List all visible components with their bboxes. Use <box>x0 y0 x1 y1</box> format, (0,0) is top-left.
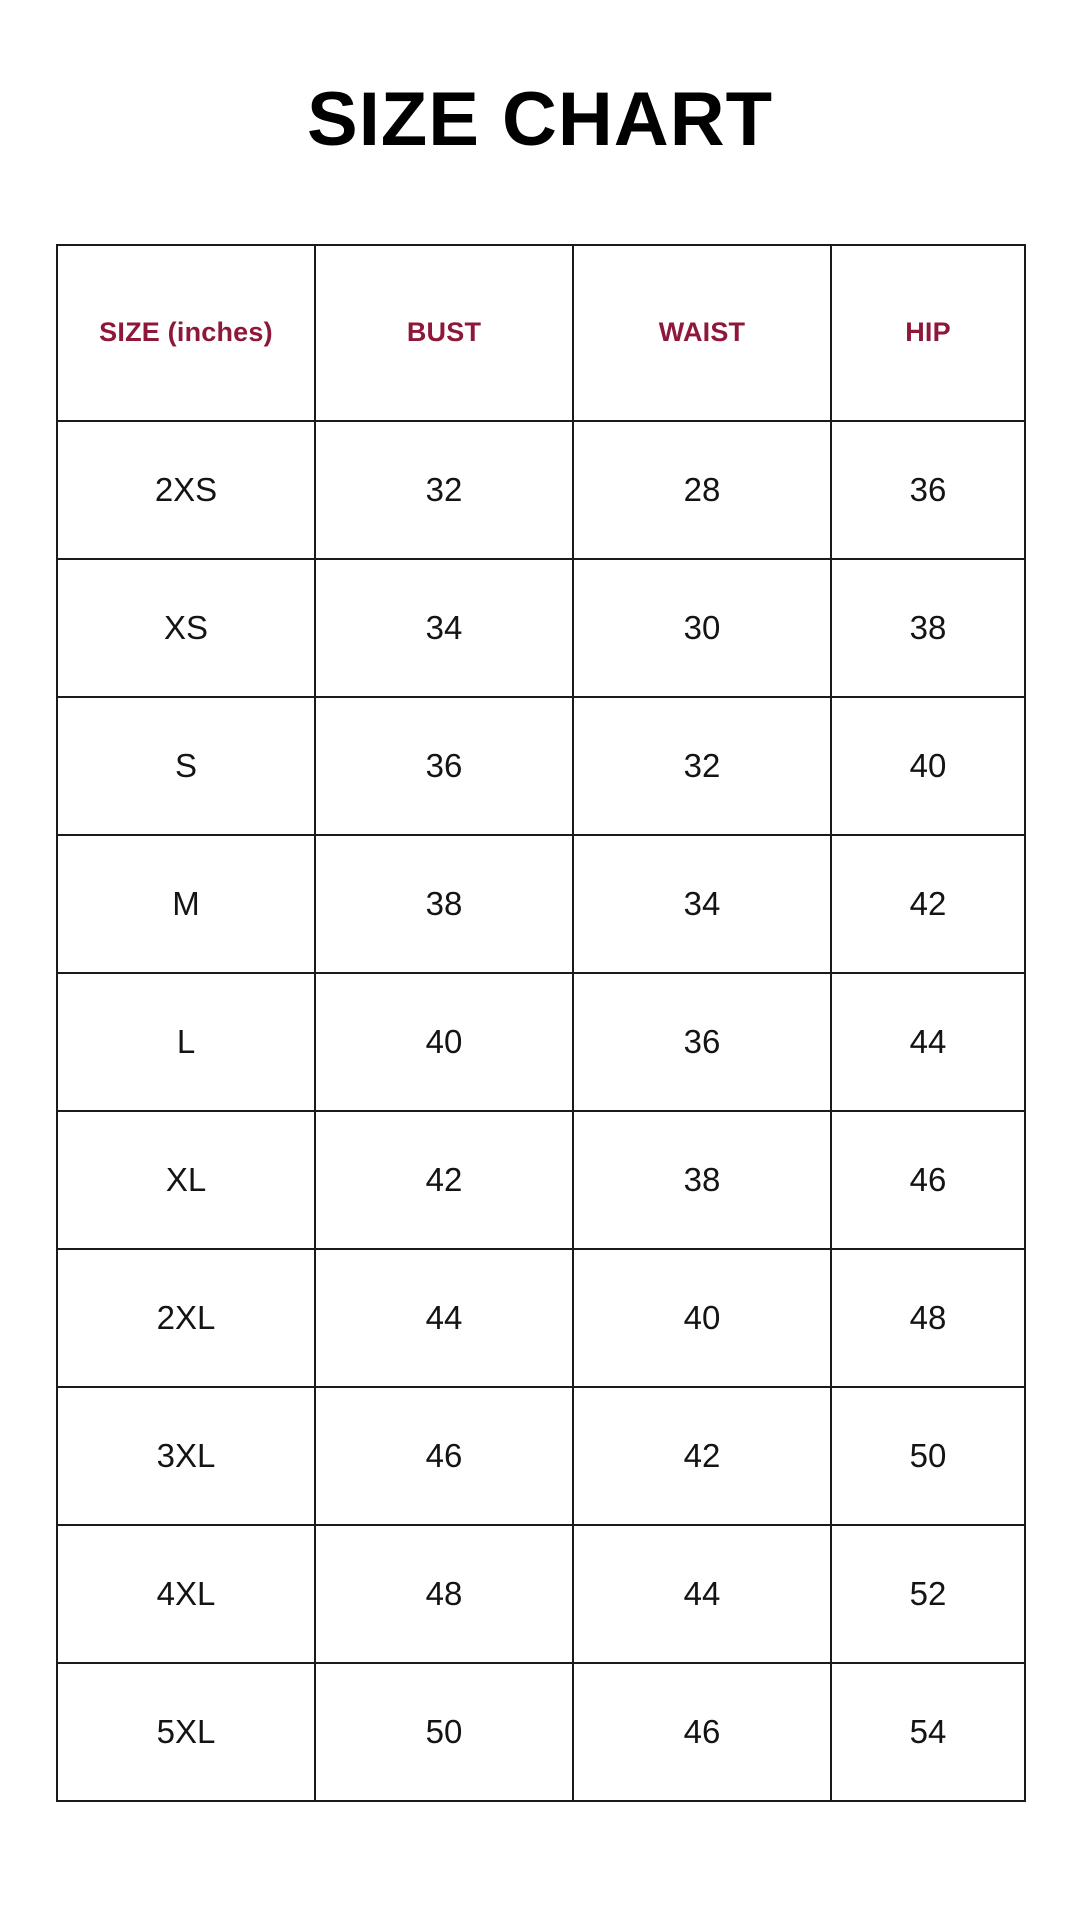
cell-bust: 50 <box>315 1663 573 1801</box>
table-header-row <box>57 245 1025 421</box>
cell-bust: 42 <box>315 1111 573 1249</box>
table-row <box>57 835 1025 973</box>
cell-size: 4XL <box>57 1525 315 1663</box>
page-title: SIZE CHART <box>307 77 773 162</box>
table-row <box>57 1111 1025 1249</box>
column-header-size: SIZE (inches) <box>57 245 315 421</box>
cell-size: 5XL <box>57 1663 315 1801</box>
cell-size: 3XL <box>57 1387 315 1525</box>
cell-bust: 40 <box>315 973 573 1111</box>
cell-waist: 46 <box>573 1663 831 1801</box>
cell-hip: 44 <box>831 973 1025 1111</box>
cell-bust: 44 <box>315 1249 573 1387</box>
column-header-waist: WAIST <box>573 245 831 421</box>
table-row <box>57 421 1025 559</box>
table-header <box>57 245 1025 421</box>
cell-hip: 42 <box>831 835 1025 973</box>
table-row <box>57 1249 1025 1387</box>
cell-hip: 38 <box>831 559 1025 697</box>
table-row <box>57 1525 1025 1663</box>
table-row <box>57 697 1025 835</box>
cell-hip: 48 <box>831 1249 1025 1387</box>
cell-waist: 42 <box>573 1387 831 1525</box>
cell-size: XS <box>57 559 315 697</box>
cell-size: XL <box>57 1111 315 1249</box>
cell-size: 2XL <box>57 1249 315 1387</box>
cell-size: 2XS <box>57 421 315 559</box>
cell-waist: 36 <box>573 973 831 1111</box>
size-chart-table-container <box>56 162 1024 1802</box>
table-row <box>57 1663 1025 1801</box>
cell-bust: 36 <box>315 697 573 835</box>
cell-waist: 38 <box>573 1111 831 1249</box>
cell-size: M <box>57 835 315 973</box>
cell-hip: 46 <box>831 1111 1025 1249</box>
cell-bust: 32 <box>315 421 573 559</box>
cell-waist: 30 <box>573 559 831 697</box>
cell-waist: 40 <box>573 1249 831 1387</box>
column-header-bust: BUST <box>315 245 573 421</box>
cell-hip: 52 <box>831 1525 1025 1663</box>
table-body <box>57 421 1025 1801</box>
cell-bust: 46 <box>315 1387 573 1525</box>
cell-bust: 48 <box>315 1525 573 1663</box>
cell-waist: 32 <box>573 697 831 835</box>
cell-bust: 34 <box>315 559 573 697</box>
column-header-hip: HIP <box>831 245 1025 421</box>
cell-hip: 50 <box>831 1387 1025 1525</box>
table-row <box>57 1387 1025 1525</box>
table-row <box>57 559 1025 697</box>
cell-size: L <box>57 973 315 1111</box>
cell-waist: 28 <box>573 421 831 559</box>
table-row <box>57 973 1025 1111</box>
cell-hip: 36 <box>831 421 1025 559</box>
cell-hip: 40 <box>831 697 1025 835</box>
cell-size: S <box>57 697 315 835</box>
cell-waist: 34 <box>573 835 831 973</box>
cell-bust: 38 <box>315 835 573 973</box>
cell-waist: 44 <box>573 1525 831 1663</box>
cell-hip: 54 <box>831 1663 1025 1801</box>
size-chart-table <box>56 244 1026 1802</box>
